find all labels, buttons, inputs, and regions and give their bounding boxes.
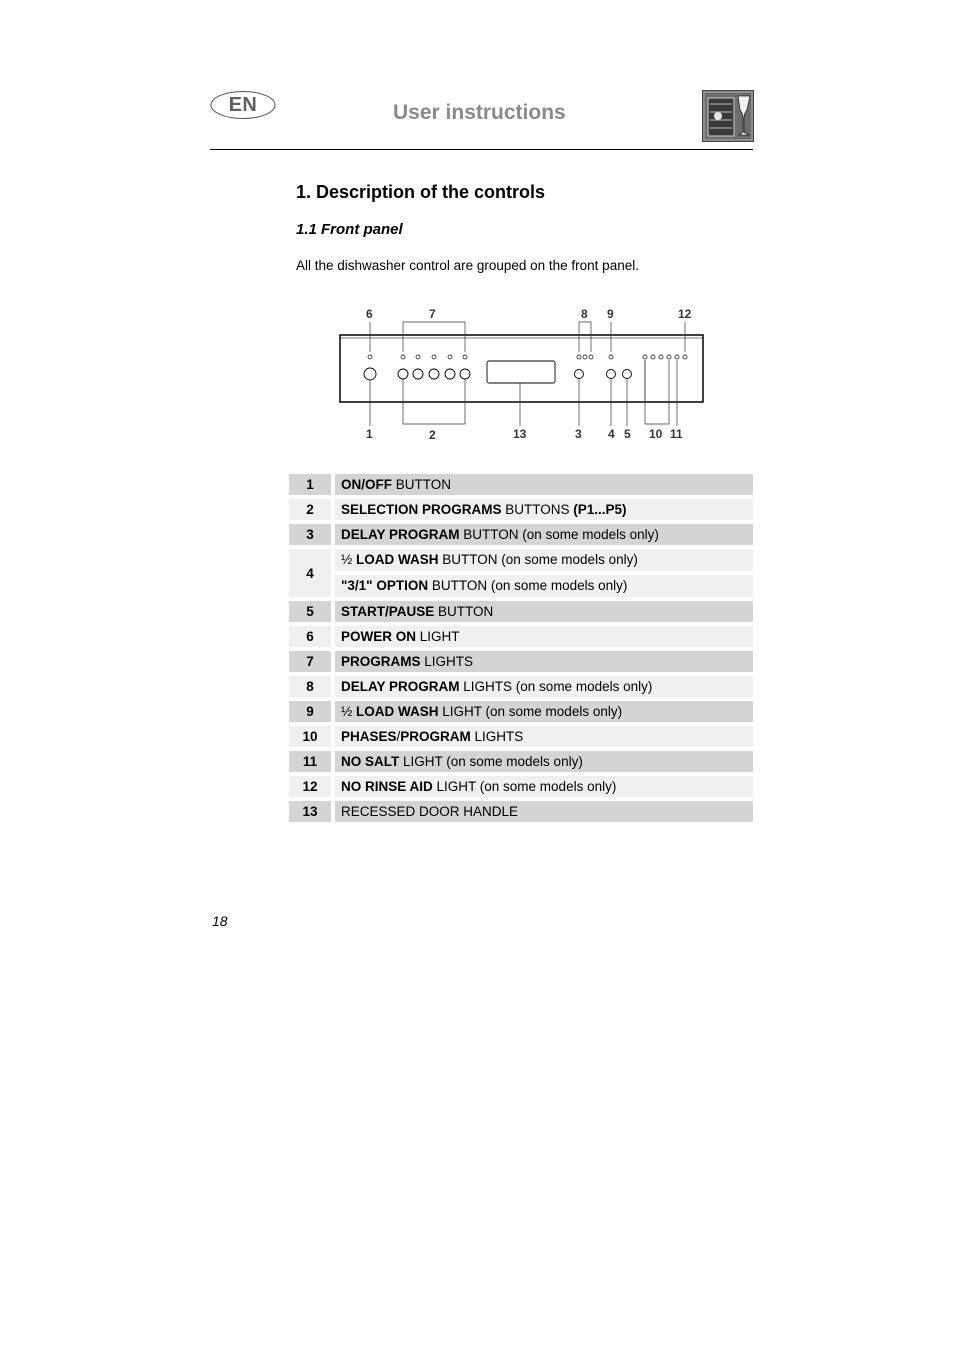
row-number: 13 [289,801,335,826]
label-11: 11 [670,427,683,441]
half-load-button [607,370,616,379]
start-pause-button [623,370,632,379]
table-row [289,651,753,676]
row-description: POWER ON LIGHT [335,626,753,651]
table-row [289,801,753,826]
row-number: 12 [289,776,335,801]
table-row [289,601,753,626]
label-2: 2 [429,428,436,442]
row-description: ½ LOAD WASH LIGHT (on some models only) [335,701,753,726]
delay-program-button [575,370,584,379]
power-on-light [368,355,372,359]
program-light-5 [463,355,467,359]
program-button-4 [445,369,455,379]
delay-light-1 [577,355,581,359]
label-3: 3 [575,427,582,441]
subsection-title: 1.1 Front panel [296,221,403,238]
label-10: 10 [649,427,663,441]
row-number: 9 [289,701,335,726]
label-7: 7 [429,307,436,321]
row-number: 7 [289,651,335,676]
program-light-1 [401,355,405,359]
program-button-5 [460,369,470,379]
table-row [289,499,753,524]
phase-light-1 [643,355,647,359]
label-13: 13 [513,427,527,441]
no-salt-light [675,355,679,359]
section-title: 1. Description of the controls [296,182,546,202]
table-row [289,776,753,801]
row-number: 10 [289,726,335,751]
label-5: 5 [624,427,631,441]
table-row [289,626,753,651]
program-button-3 [429,369,439,379]
delay-light-2 [583,355,587,359]
program-button-1 [398,369,408,379]
label-4: 4 [608,427,615,441]
row-number: 1 [289,474,335,499]
row-description: ON/OFF BUTTON [335,474,753,499]
table-row [289,474,753,499]
program-light-3 [432,355,436,359]
table-row [289,751,753,776]
intro-paragraph: All the dishwasher control are grouped on the front panel. [296,258,639,273]
table-row [289,701,753,726]
table-row [289,524,753,549]
row-number: 6 [289,626,335,651]
label-1: 1 [366,427,373,441]
label-6: 6 [366,307,373,321]
table-row [289,726,753,751]
phase-light-4 [667,355,671,359]
row-description: DELAY PROGRAM BUTTON (on some models only) [335,524,753,549]
row-description: ½ LOAD WASH BUTTON (on some models only) "3/1" OPTION BUTTON (on some models only) [335,549,753,601]
controls-table [289,474,753,826]
phase-light-3 [659,355,663,359]
on-off-button [364,368,376,380]
half-load-light [609,355,613,359]
table-row [289,549,753,601]
row-description: RECESSED DOOR HANDLE [335,801,753,826]
language-label: EN [228,94,258,116]
program-button-2 [413,369,423,379]
recessed-door-handle [487,361,555,383]
row-number: 3 [289,524,335,549]
phase-light-2 [651,355,655,359]
label-8: 8 [581,307,588,321]
row-number: 5 [289,601,335,626]
row-description: SELECTION PROGRAMS BUTTONS (P1...P5) [335,499,753,524]
row-number: 11 [289,751,335,776]
row-description: NO RINSE AID LIGHT (on some models only) [335,776,753,801]
label-9: 9 [607,307,614,321]
dishwasher-glass-icon [702,90,754,142]
row-description: DELAY PROGRAM LIGHTS (on some models only) [335,676,753,701]
label-12: 12 [678,307,692,321]
row-description: NO SALT LIGHT (on some models only) [335,751,753,776]
program-light-4 [448,355,452,359]
no-rinse-aid-light [683,355,687,359]
table-row [289,676,753,701]
row-description: START/PAUSE BUTTON [335,601,753,626]
header-divider [210,149,753,150]
row-description: PHASES/PROGRAM LIGHTS [335,726,753,751]
front-panel-diagram [330,300,720,450]
page-title: User instructions [393,101,566,124]
program-light-2 [416,355,420,359]
row-description: PROGRAMS LIGHTS [335,651,753,676]
language-badge [210,90,276,120]
row-number: 4 [289,549,335,601]
delay-light-3 [589,355,593,359]
row-number: 2 [289,499,335,524]
row-number: 8 [289,676,335,701]
page-number: 18 [212,913,228,929]
